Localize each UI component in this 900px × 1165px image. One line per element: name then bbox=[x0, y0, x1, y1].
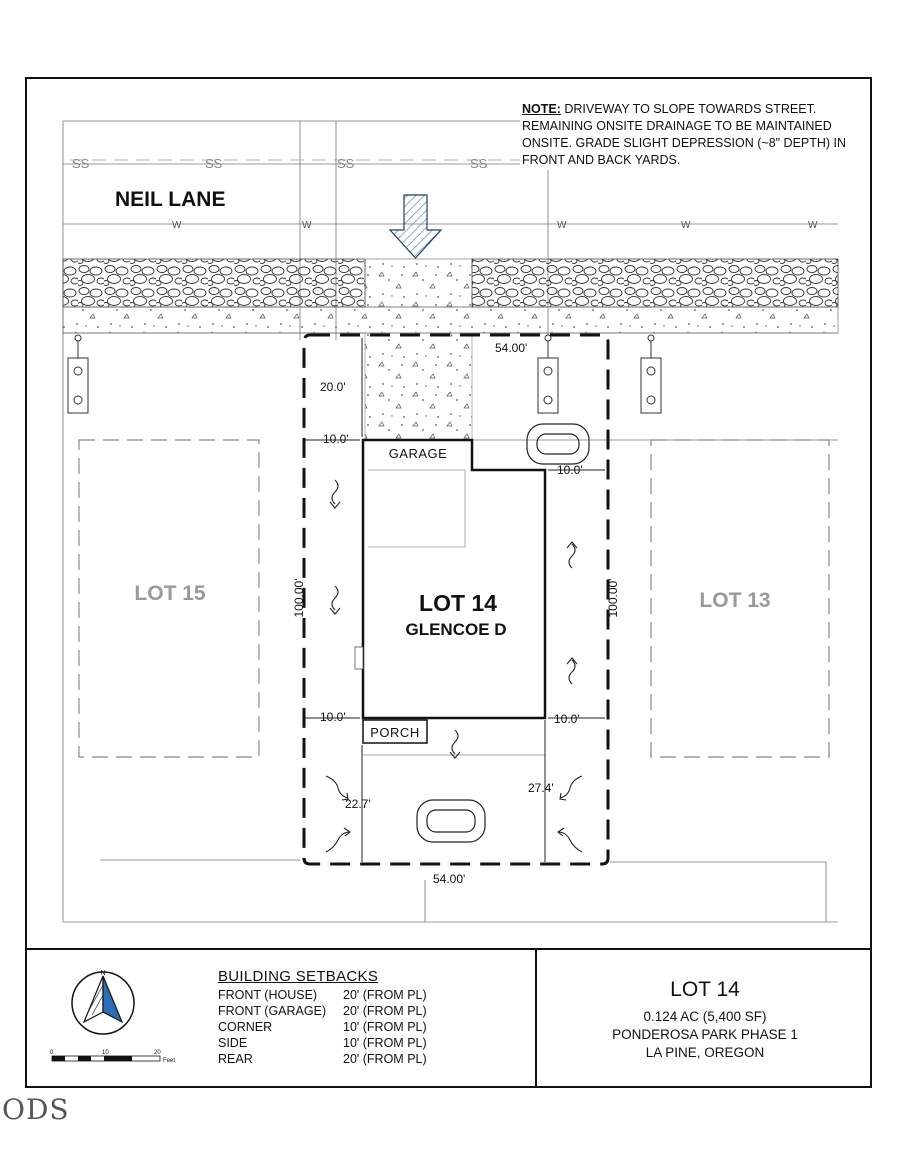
front-width-dim: 54.00' bbox=[495, 341, 528, 355]
setback-label: REAR bbox=[218, 1052, 253, 1066]
setback-label: SIDE bbox=[218, 1036, 248, 1050]
building-setbacks-table bbox=[218, 968, 427, 1067]
setback-row bbox=[218, 987, 427, 1003]
scale-bar bbox=[52, 1056, 160, 1061]
setback-row bbox=[218, 1003, 427, 1019]
left-side-front-dim: 10.0' bbox=[323, 432, 349, 446]
setback-value: 10' (FROM PL) bbox=[343, 1020, 427, 1034]
setback-value: 20' (FROM PL) bbox=[343, 1004, 427, 1018]
setbacks-title: BUILDING SETBACKS bbox=[218, 968, 379, 985]
info-subdivision: PONDEROSA PARK PHASE 1 bbox=[612, 1027, 798, 1042]
sewer-label: SS bbox=[337, 156, 355, 171]
house-footprint bbox=[363, 440, 545, 718]
front-setback-dim: 20.0' bbox=[320, 380, 346, 394]
driveway-apron bbox=[365, 259, 472, 307]
sewer-label: SS bbox=[72, 156, 90, 171]
left-side-rear-dim: 10.0' bbox=[320, 710, 346, 724]
sidewalk bbox=[63, 307, 838, 333]
setback-value: 10' (FROM PL) bbox=[343, 1036, 427, 1050]
note-heading: NOTE: bbox=[522, 102, 561, 116]
setback-label: FRONT (HOUSE) bbox=[218, 988, 318, 1002]
left-depth-dim: 100.00' bbox=[292, 578, 306, 618]
rock-strip-right bbox=[472, 259, 838, 307]
model-label: GLENCOE D bbox=[405, 620, 507, 639]
water-label: W bbox=[681, 220, 691, 231]
setback-row bbox=[218, 1019, 427, 1035]
setback-row bbox=[218, 1035, 427, 1051]
info-location: LA PINE, OREGON bbox=[645, 1045, 765, 1060]
watermark-logo: ODS bbox=[2, 1093, 70, 1126]
garage-label: GARAGE bbox=[388, 446, 448, 461]
setback-label: FRONT (GARAGE) bbox=[218, 1004, 327, 1018]
lot-info-block bbox=[538, 978, 872, 1062]
right-side-front-dim: 10.0' bbox=[557, 463, 583, 477]
north-label: N bbox=[100, 970, 106, 977]
driveway bbox=[365, 333, 472, 440]
north-arrow-icon bbox=[72, 972, 134, 1034]
scale-tick: 20 bbox=[154, 1050, 161, 1056]
lot-13-label: LOT 13 bbox=[699, 589, 771, 612]
drywell-rear bbox=[417, 800, 485, 842]
lot-15-label: LOT 15 bbox=[134, 582, 206, 605]
drywell-front bbox=[527, 424, 589, 464]
scale-tick: 0 bbox=[50, 1050, 54, 1056]
porch-label: PORCH bbox=[370, 725, 420, 740]
water-label: W bbox=[172, 220, 182, 231]
driveway-arrow-icon bbox=[390, 195, 441, 258]
setback-row bbox=[218, 1051, 427, 1067]
scale-unit: Feet bbox=[163, 1058, 176, 1064]
scale-tick: 10 bbox=[102, 1050, 109, 1056]
lot-14-label: LOT 14 bbox=[419, 590, 497, 616]
setback-value: 20' (FROM PL) bbox=[343, 1052, 427, 1066]
setback-label: CORNER bbox=[218, 1020, 273, 1034]
side-door bbox=[355, 647, 363, 669]
right-side-rear-dim: 10.0' bbox=[554, 712, 580, 726]
water-label: W bbox=[302, 220, 312, 231]
rock-strip-left bbox=[63, 259, 365, 307]
street-name: NEIL LANE bbox=[115, 188, 226, 211]
drainage-note bbox=[522, 101, 862, 169]
water-label: W bbox=[808, 220, 818, 231]
info-area: 0.124 AC (5,400 SF) bbox=[643, 1009, 767, 1024]
info-lot: LOT 14 bbox=[670, 978, 740, 1001]
note-text: DRIVEWAY TO SLOPE TOWARDS STREET. REMAINING ONSITE DRAINAGE TO BE MAINTAINED ONSITE. GRADE SLIGHT DEPRESSION (~8" DEPTH) IN FRONT AND BACK YARDS. bbox=[522, 102, 847, 167]
rear-right-dim: 27.4' bbox=[528, 781, 554, 795]
setback-value: 20' (FROM PL) bbox=[343, 988, 427, 1002]
utility-boxes bbox=[68, 335, 661, 413]
rear-left-dim: 22.7' bbox=[345, 797, 371, 811]
sewer-label: SS bbox=[205, 156, 223, 171]
rear-width-dim: 54.00' bbox=[433, 872, 466, 886]
right-depth-dim: 100.00' bbox=[606, 578, 620, 618]
water-label: W bbox=[557, 220, 567, 231]
sewer-label: SS bbox=[470, 156, 488, 171]
